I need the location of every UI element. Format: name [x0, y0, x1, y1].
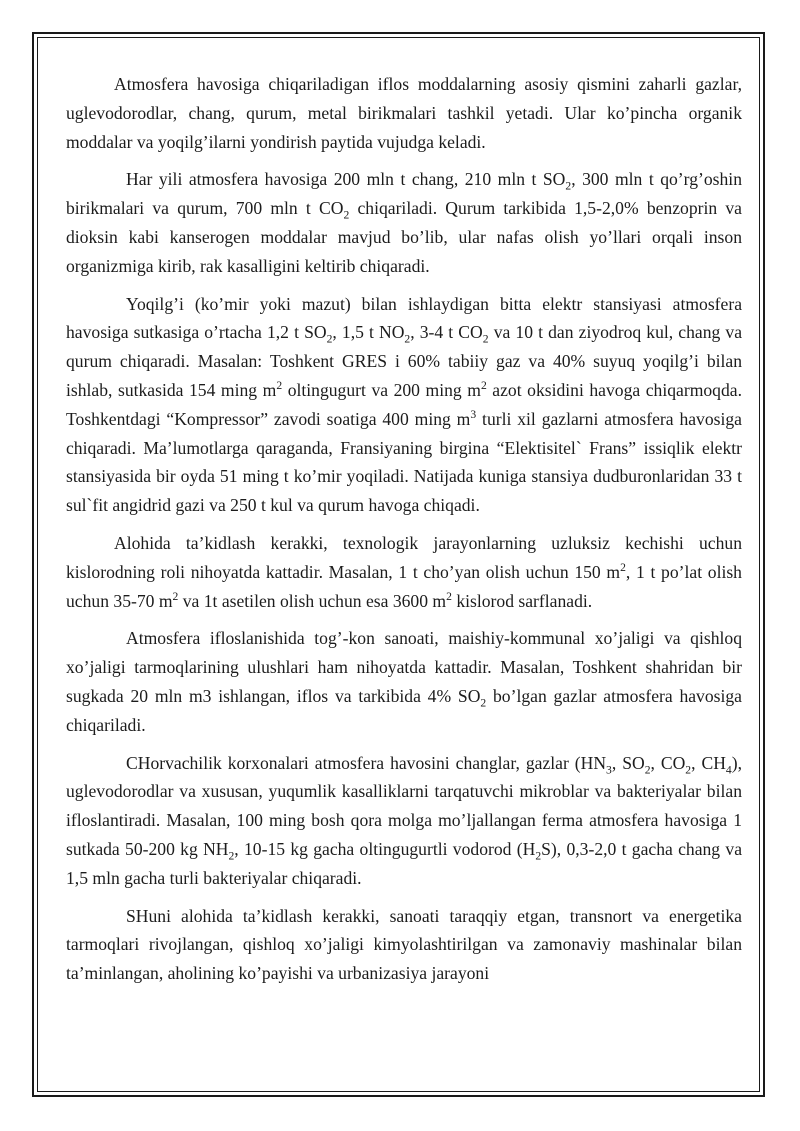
- text-run: ), uglevodorodlar va xususan, yuqumlik kasalliklarni tarqatuvchi mikroblar va bakteriyalar bilan ifloslantiradi. Masalan, 100 ming bosh qora molga mo’ljallangan ferma atmosfera havosiga 1 sutkada 50-200 kg NH: [66, 752, 742, 859]
- text-run: oltingugurt va 200 ming m: [282, 379, 481, 400]
- text-run: turli xil gazlarni atmosfera havosiga chiqaradi. Ma’lumotlarga qaraganda, Fransiyaning birgina “Elektisitel` Frans” issiqlik elektr stansiyasida bir oyda 51 ming t ko’mir yoqiladi. Natijada kuniga stansiya dudburonlaridan 33 t sul`fit angidrid gazi va 250 t kul va qurum havoga chiqadi.: [66, 408, 742, 516]
- subscript: 4: [725, 763, 732, 777]
- subscript: 2: [685, 763, 692, 777]
- subscript: 3: [606, 763, 612, 777]
- subscript: 2: [480, 696, 487, 710]
- paragraph: [66, 624, 742, 739]
- paragraph: [66, 290, 742, 520]
- superscript: 2: [276, 379, 283, 393]
- text-run: S), 0,3-2,0 t gacha chang va 1,5 mln gacha turli bakteriyalar chiqaradi.: [66, 838, 743, 888]
- subscript: 2: [326, 332, 333, 346]
- text-run: Har yili atmosfera havosiga 200 mln t chang, 210 mln t SO: [126, 169, 566, 190]
- text-run: , SO: [611, 752, 645, 773]
- subscript: 2: [404, 332, 411, 346]
- text-run: Alohida ta’kidlash kerakki, texnologik jarayonlarning uzluksiz kechishi uchun kislorodning roli nihoyatda kattadir. Masalan, 1 t cho’yan olish uchun 150 m: [66, 532, 742, 582]
- paragraph: [66, 70, 742, 156]
- superscript: 3: [470, 407, 477, 421]
- text-run: , 1 t po’lat olish uchun 35-70 m: [66, 561, 742, 611]
- document-body: [66, 70, 742, 997]
- text-run: chiqariladi. Qurum tarkibida 1,5-2,0% benzoprin va dioksin kabi kanserogen moddalar mavjud bo’lib, ular nafas olish yo’llari orqali inson organizmiga kirib, rak kasalligini keltirib chiqaradi.: [66, 198, 742, 276]
- text-run: azot oksidini havoga chiqarmoqda. Toshkentdagi “Kompressor” zavodi soatiga 400 ming m: [66, 379, 742, 429]
- superscript: 2: [172, 589, 179, 603]
- text-run: , 1,5 t NO: [332, 322, 405, 343]
- subscript: 2: [343, 208, 350, 222]
- text-run: va 1t asetilen olish uchun esa 3600 m: [178, 590, 447, 611]
- subscript: 2: [482, 332, 489, 346]
- text-run: , CO: [650, 752, 686, 773]
- subscript: 2: [644, 763, 651, 777]
- text-run: , CH: [691, 752, 726, 773]
- text-run: , 10-15 kg gacha oltingugurtli vodorod (H: [234, 838, 536, 859]
- superscript: 2: [480, 379, 487, 393]
- subscript: 2: [228, 849, 235, 863]
- text-run: , 3-4 t CO: [410, 322, 483, 343]
- text-run: bo’lgan gazlar atmosfera havosiga chiqariladi.: [66, 685, 742, 735]
- superscript: 2: [446, 589, 452, 603]
- text-run: kislorod sarflanadi.: [451, 590, 593, 611]
- subscript: 2: [565, 179, 572, 193]
- text-run: Yoqilg’i (ko’mir yoki mazut) bilan ishlaydigan bitta elektr stansiyasi atmosfera havosiga sutkasiga o’rtacha 1,2 t SO: [66, 293, 742, 343]
- paragraph: [66, 902, 742, 988]
- text-run: CHorvachilik korxonalari atmosfera havosini changlar, gazlar (HN: [126, 752, 607, 773]
- superscript: 2: [620, 560, 626, 574]
- text-run: Atmosfera ifloslanishida tog’-kon sanoati, maishiy-kommunal xo’jaligi va qishloq xo’jaligi tarmoqlarining ulushlari ham nihoyatda kattadir. Masalan, Toshkent shahridan bir sugkada 20 mln m3 ishlangan, iflos va tarkibida 4% SO: [66, 628, 742, 706]
- subscript: 2: [535, 849, 542, 863]
- text-run: SHuni alohida ta’kidlash kerakki, sanoati taraqqiy etgan, transnort va energetika tarmoqlari rivojlangan, qishloq xo’jaligi kimyolashtirilgan va zamonaviy mashinalar bilan ta’minlangan, aholining ko’payishi va urbanizasiya jarayoni: [66, 905, 742, 984]
- text-run: , 300 mln t qo’rg’oshin birikmalari va qurum, 700 mln t CO: [66, 169, 742, 219]
- text-run: Atmosfera havosiga chiqariladigan iflos moddalarning asosiy qismini zaharli gazlar, uglevodorodlar, chang, qurum, metal birikmalari tashkil yetadi. Ular ko’pincha organik moddalar va yoqilg’ilarni yondirish paytida vujudga keladi.: [66, 74, 742, 152]
- paragraph: [66, 529, 742, 615]
- paragraph: [66, 749, 742, 893]
- paragraph: [66, 165, 742, 280]
- text-run: va 10 t dan ziyodroq kul, chang va qurum chiqaradi. Masalan: Toshkent GRES i 60% tabiiy gaz va 40% suyuq yoqilg’i bilan ishlab, sutkasida 154 ming m: [66, 322, 743, 400]
